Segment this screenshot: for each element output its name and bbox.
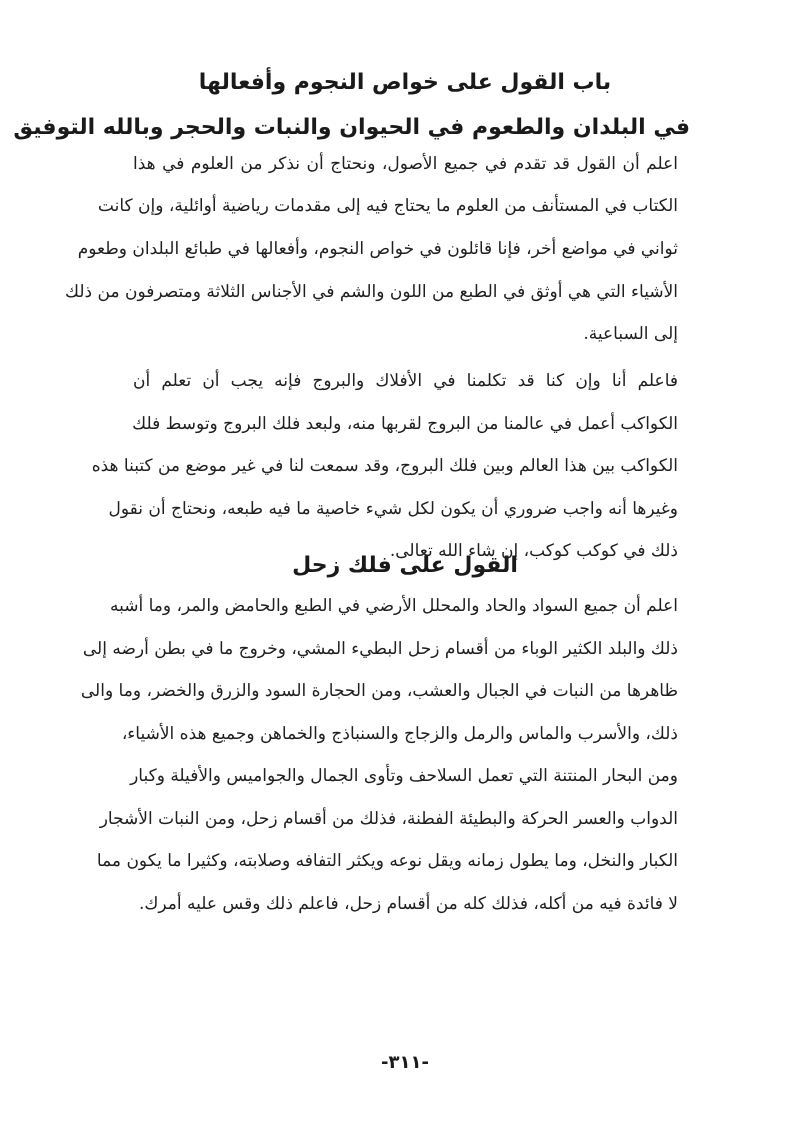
paragraph-line: اعلم أن جميع السواد والحاد والمحلل الأرضي في الطبع والحامض والمر، وما أشبه bbox=[109, 596, 678, 616]
paragraph-line: الكبار والنخل، وما يطول زمانه ويقل نوعه ويكثر التفافه وصلابته، وكثيرا ما يكون مما bbox=[96, 851, 678, 871]
chapter-title-line-2: في البلدان والطعوم في الحيوان والنبات والحجر وبالله التوفيق bbox=[13, 115, 690, 140]
paragraph-line: الكتاب في المستأنف من العلوم ما يحتاج فيه إلى مقدمات رياضية أوائلية، وإن كانت bbox=[97, 196, 678, 216]
paragraph-line: ثواني في مواضع أخر، فإنا قائلون في خواص النجوم، وأفعالها في طبائع البلدان وطعوم bbox=[77, 239, 678, 259]
paragraph-line: الأشياء التي هي أوثق في الطبع من اللون والشم في الأجناس الثلاثة ومتصرفون من ذلك bbox=[65, 282, 678, 302]
paragraph-line: ظاهرها من النبات في الجبال والعشب، ومن الحجارة السود والزرق والخضر، وما والى bbox=[80, 681, 678, 701]
paragraph-line: وغيرها أنه واجب ضروري أن يكون لكل شيء خاصية ما فيه طبعه، ونحتاج أن نقول bbox=[108, 499, 678, 519]
paragraph-line: الكواكب بين هذا العالم وبين فلك البروج، وقد سمعت لنا في غير موضع من كتبنا هذه bbox=[91, 456, 678, 476]
section-title: القول على فلك زحل bbox=[292, 553, 518, 578]
paragraph-line: الكواكب أعمل في عالمنا من البروج لقربها منه، ولبعد فلك البروج وتوسط فلك bbox=[132, 414, 678, 434]
paragraph-line: ذلك في كوكب كوكب، إن شاء الله تعالى. bbox=[389, 541, 678, 561]
paragraph-line: ذلك والبلد الكثير الوباء من أقسام زحل البطيء المشي، وخروج ما في بطن أرضه إلى bbox=[82, 639, 678, 659]
paragraph-line: فاعلم أنا وإن كنا قد تكلمنا في الأفلاك والبروج فإنه يجب أن تعلم أن bbox=[133, 371, 678, 391]
paragraph-line: اعلم أن القول قد تقدم في جميع الأصول، ونحتاج أن نذكر من العلوم في هذا bbox=[133, 154, 678, 174]
paragraph-line: لا فائدة فيه من أكله، فذلك كله من أقسام زحل، فاعلم ذلك وقس عليه أمرك. bbox=[138, 894, 678, 914]
chapter-title-line-1: باب القول على خواص النجوم وأفعالها bbox=[198, 70, 612, 95]
page-number: -٣١١- bbox=[381, 1052, 429, 1073]
paragraph-line: ومن البحار المنتنة التي تعمل السلاحف وتأوى الجمال والجواميس والأفيلة وكبار bbox=[130, 766, 678, 786]
paragraph-line: إلى السباعية. bbox=[583, 324, 678, 344]
paragraph-line: الدواب والعسر الحركة والبطيئة الفطنة، فذلك من أقسام زحل، ومن النبات الأشجار bbox=[99, 809, 678, 829]
paragraph-line: ذلك، والأسرب والماس والرمل والزجاج والسنباذج والخماهن وجميع هذه الأشياء، bbox=[121, 724, 678, 744]
